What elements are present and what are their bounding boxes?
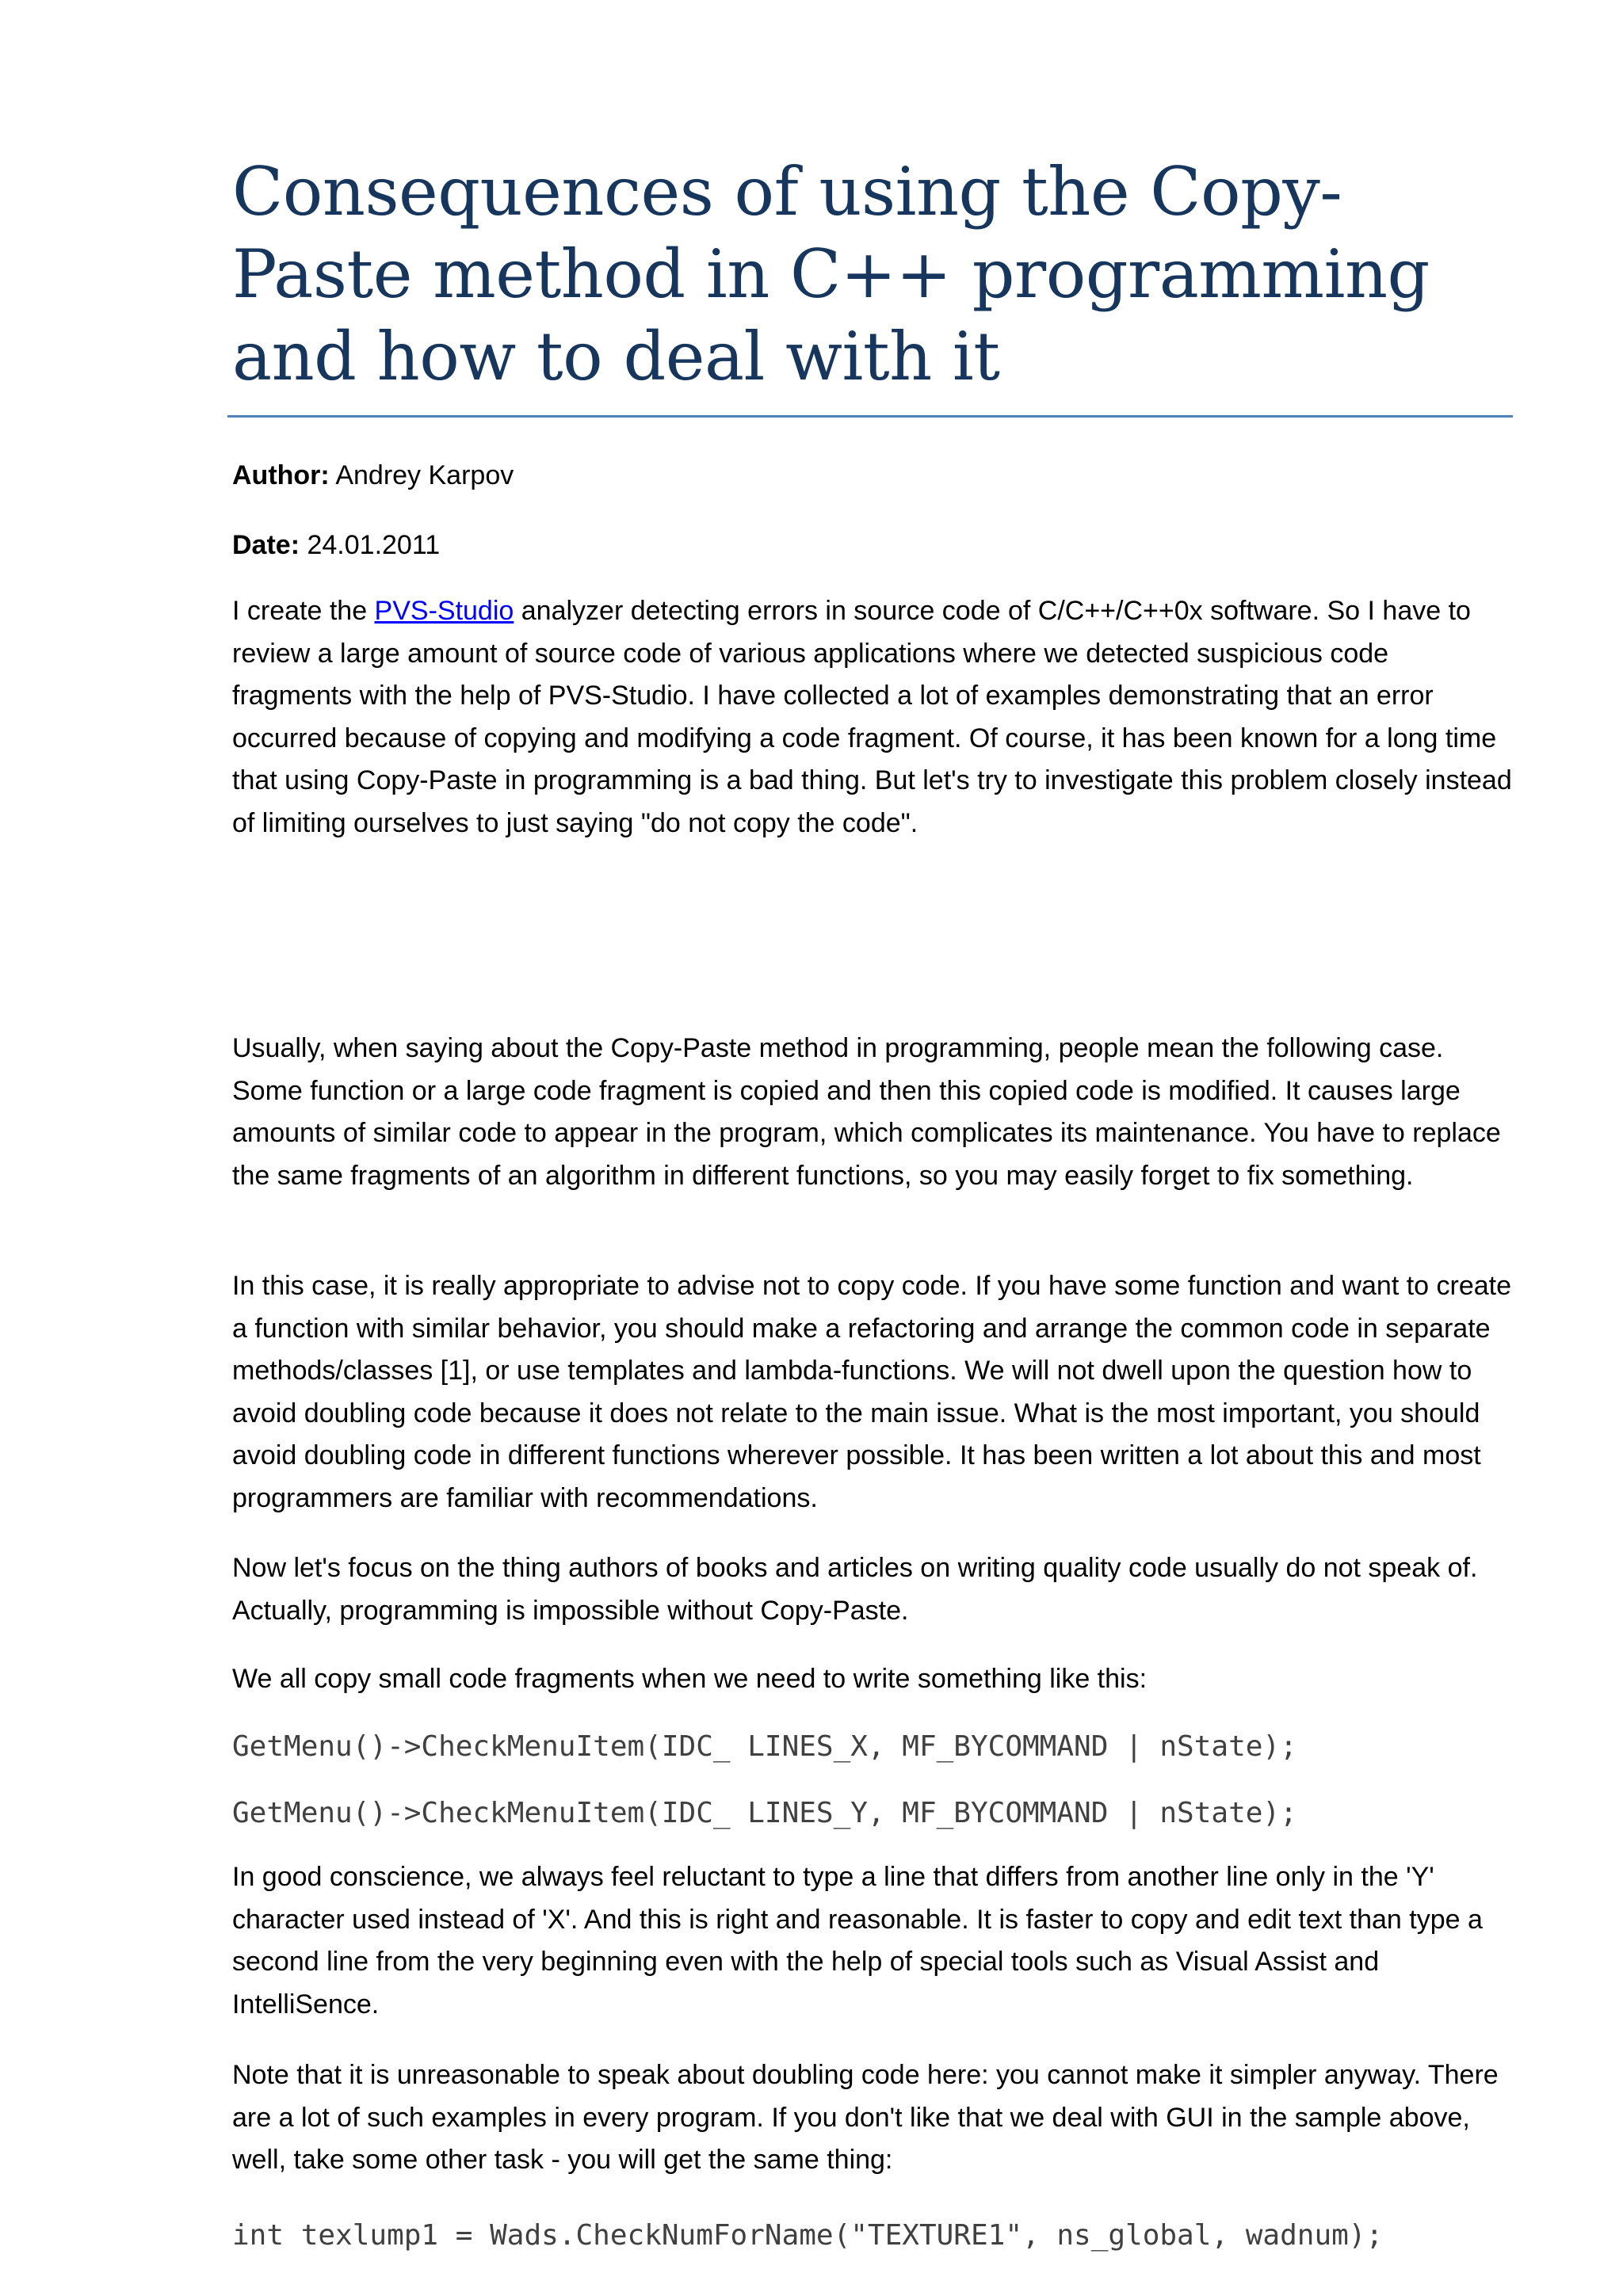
document-title: Consequences of using the Copy-Paste method in C++ programming and how to deal with it: [232, 153, 1430, 395]
paragraph-doubling: Note that it is unreasonable to speak about doubling code here: you cannot make it simpler anyway. There are a lot of such examples in every program. If you don't like that we deal with GUI in the sample above, well, take some other task - you will get the same thing:: [232, 2060, 1499, 2176]
date-value: 24.01.2011: [307, 530, 441, 560]
title-underline: [227, 415, 1513, 418]
code-line-1: GetMenu()->CheckMenuItem(IDC_ LINES_X, MF_BYCOMMAND | nState);: [232, 1730, 1297, 1763]
paragraph-refactoring: In this case, it is really appropriate to advise not to copy code. If you have some function and want to create a function with similar behavior, you should make a refactoring and arrange the common code in separate methods/classes [1], or use templates and lambda-functions. We will not dwell upon the question how to avoid doubling code because it does not relate to the main issue. What is the most important, you should avoid doubling code in different functions wherever possible. It has been written a lot about this and most programmers are familiar with recommendations.: [232, 1271, 1512, 1513]
pvs-studio-link[interactable]: PVS-Studio: [374, 596, 514, 626]
date-line: [232, 528, 440, 563]
paragraph-focus: Now let's focus on the thing authors of books and articles on writing quality code usually do not speak of. Actually, programming is impossible without Copy-Paste.: [232, 1553, 1478, 1626]
paragraph-small-fragments: We all copy small code fragments when we need to write something like this:: [232, 1664, 1148, 1694]
document-content: [232, 151, 1512, 2252]
author-line: [232, 458, 514, 493]
code-line-3: int texlump1 = Wads.CheckNumForName("TEXTURE1", ns_global, wadnum);: [232, 2219, 1384, 2252]
paragraph-intro-body: analyzer detecting errors in source code of C/C++/C++0x software. So I have to review a large amount of source code of various applications where we detected suspicious code fragments with the help of PVS-Studio. I have collected a lot of examples demonstrating that an error occurred because of copying and modifying a code fragment. Of course, it has been known for a long time that using Copy-Paste in programming is a bad thing. But let's try to investigate this problem closely instead of limiting ourselves to just saying "do not copy the code".: [232, 596, 1512, 838]
code-line-2: GetMenu()->CheckMenuItem(IDC_ LINES_Y, MF_BYCOMMAND | nState);: [232, 1797, 1297, 1829]
paragraph-intro-lead: I create the: [232, 596, 375, 626]
author-value: Andrey Karpov: [335, 460, 514, 490]
paragraph-intro: [232, 590, 1512, 845]
author-label: Author:: [232, 460, 330, 490]
date-label: Date:: [232, 530, 300, 560]
paragraph-copy-paste-case: Usually, when saying about the Copy-Paste method in programming, people mean the following case. Some function or a large code fragment is copied and then this copied code is modified. It causes large amounts of similar code to appear in the program, which complicates its maintenance. You have to replace the same fragments of an algorithm in different functions, so you may easily forget to fix something.: [232, 1033, 1501, 1191]
paragraph-conscience: In good conscience, we always feel reluctant to type a line that differs from another line only in the 'Y' character used instead of 'X'. And this is right and reasonable. It is faster to copy and edit text than type a second line from the very beginning even with the help of special tools such as Visual Assist and IntelliSence.: [232, 1862, 1483, 2019]
